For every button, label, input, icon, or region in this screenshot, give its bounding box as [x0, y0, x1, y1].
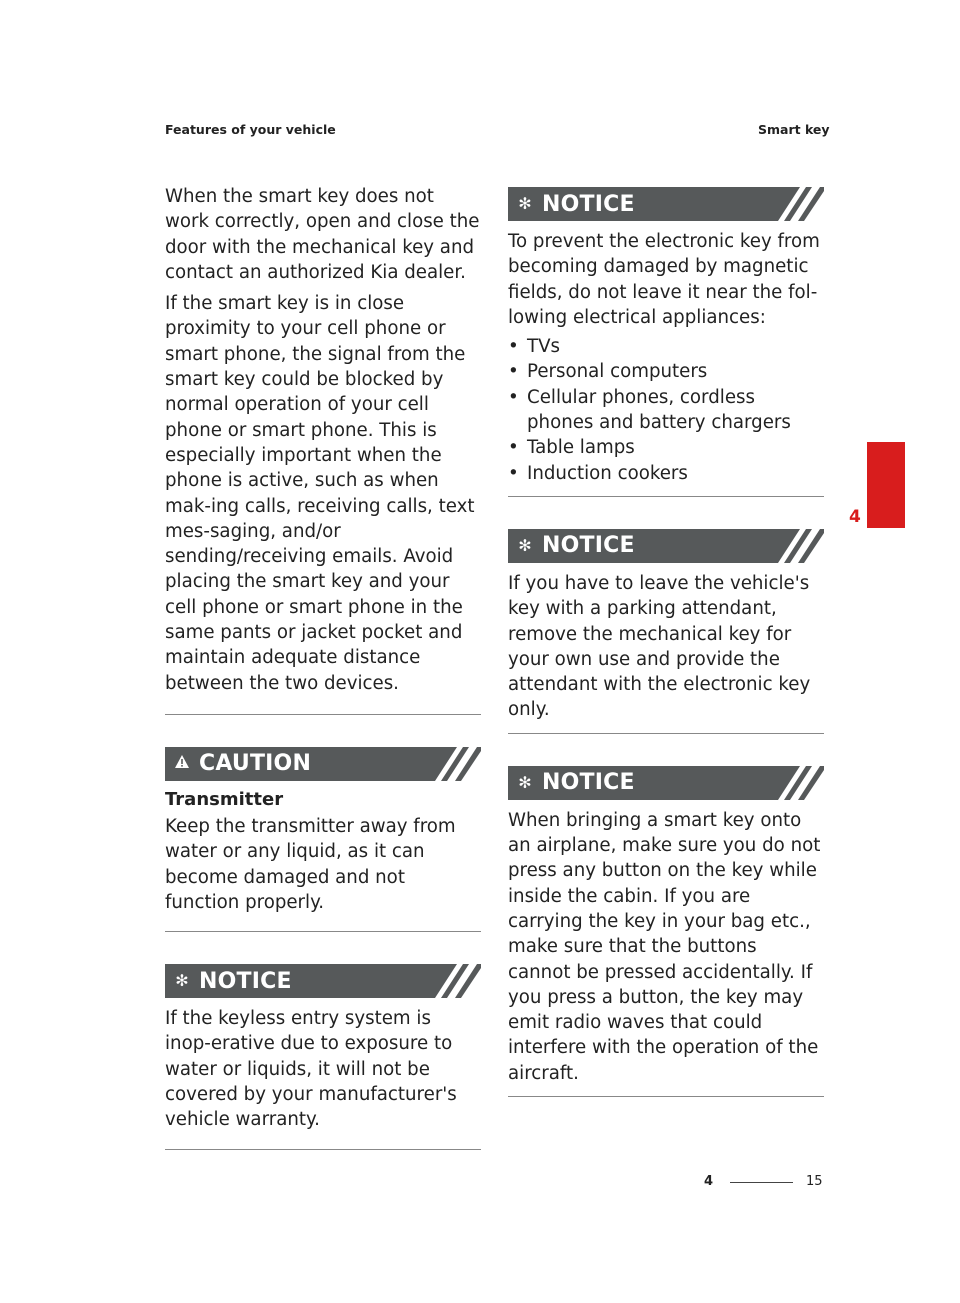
asterisk-icon: ✻ — [518, 772, 532, 792]
divider — [508, 496, 824, 497]
chapter-tab-number: 4 — [849, 507, 861, 527]
stripes-decoration — [778, 529, 824, 563]
footer-divider — [730, 1182, 793, 1183]
divider — [508, 733, 824, 734]
caution-banner — [165, 747, 481, 781]
stripes-decoration — [435, 747, 481, 781]
divider — [508, 1096, 824, 1097]
appliance-list — [508, 334, 824, 486]
section-header: Features of your vehicle — [165, 122, 336, 137]
notice-banner — [165, 964, 481, 998]
stripes-decoration — [778, 187, 824, 221]
notice-banner — [508, 766, 824, 800]
stripes-decoration — [778, 766, 824, 800]
notice-text: When bringing a smart key onto an airplane, make sure you do not press any button on the key while inside the cabin. If you are carrying the key in your bag etc., make sure that the buttons cannot be pressed accidentally. If you press a button, the key may emit radio waves that could interfere with the operation of the aircraft. — [508, 809, 821, 1084]
notice-title: NOTICE — [542, 770, 635, 796]
notice-text: If the keyless entry system is inop-erative due to exposure to water or liquids, it will not be covered by your manufacturer's vehicle warranty. — [165, 1008, 457, 1131]
notice-banner — [508, 187, 824, 221]
caution-title: CAUTION — [199, 751, 312, 777]
list-item: • Table lamps — [508, 437, 635, 459]
divider — [165, 714, 481, 715]
list-item: • Personal computers — [508, 361, 708, 383]
caution-subtitle: Transmitter — [165, 788, 284, 810]
asterisk-icon: ✻ — [518, 535, 532, 555]
right-column — [508, 187, 824, 1097]
notice-text: To prevent the electronic key from becoming damaged by magnetic fields, do not leave it near the fol-lowing electrical appliances: — [508, 231, 820, 328]
notice-title: NOTICE — [199, 968, 292, 994]
list-item: • TVs — [508, 336, 561, 358]
paragraph-cell-phone: If the smart key is in close proximity to your cell phone or smart phone, the signal from the smart key could be blocked by normal operation of your cell phone or smart phone. This is especially important when the phone is active, such as when mak-ing calls, receiving calls, text mes-saging, and/or sending/receiving emails. Avoid placing the smart key and your cell phone or smart phone in the same pants or jacket pocket and maintain adequate distance between the two devices. — [165, 293, 475, 694]
left-column — [165, 184, 481, 1150]
warning-triangle-icon — [173, 747, 191, 781]
list-item: • Induction cookers — [508, 462, 688, 484]
notice-title: NOTICE — [542, 533, 635, 559]
list-item: • Cellular phones, cordless phones and battery chargers — [508, 386, 791, 434]
stripes-decoration — [435, 964, 481, 998]
divider — [165, 1149, 481, 1150]
notice-banner — [508, 529, 824, 563]
caution-text: Keep the transmitter away from water or any liquid, as it can become damaged and not function properly. — [165, 815, 456, 913]
footer-chapter: 4 — [704, 1174, 714, 1189]
asterisk-icon: ✻ — [175, 971, 189, 991]
notice-title: NOTICE — [542, 191, 635, 217]
topic-header: Smart key — [758, 122, 830, 137]
divider — [165, 931, 481, 932]
chapter-tab — [867, 442, 905, 528]
notice-text: If you have to leave the vehicle's key with a parking attendant, remove the mechanical key for your own use and provide the attendant with the electronic key only. — [508, 572, 811, 721]
page-number: 15 — [806, 1174, 823, 1189]
paragraph-mechanical-key: When the smart key does not work correctly, open and close the door with the mechanical key and contact an authorized Kia dealer. — [165, 186, 480, 283]
asterisk-icon: ✻ — [518, 194, 532, 213]
